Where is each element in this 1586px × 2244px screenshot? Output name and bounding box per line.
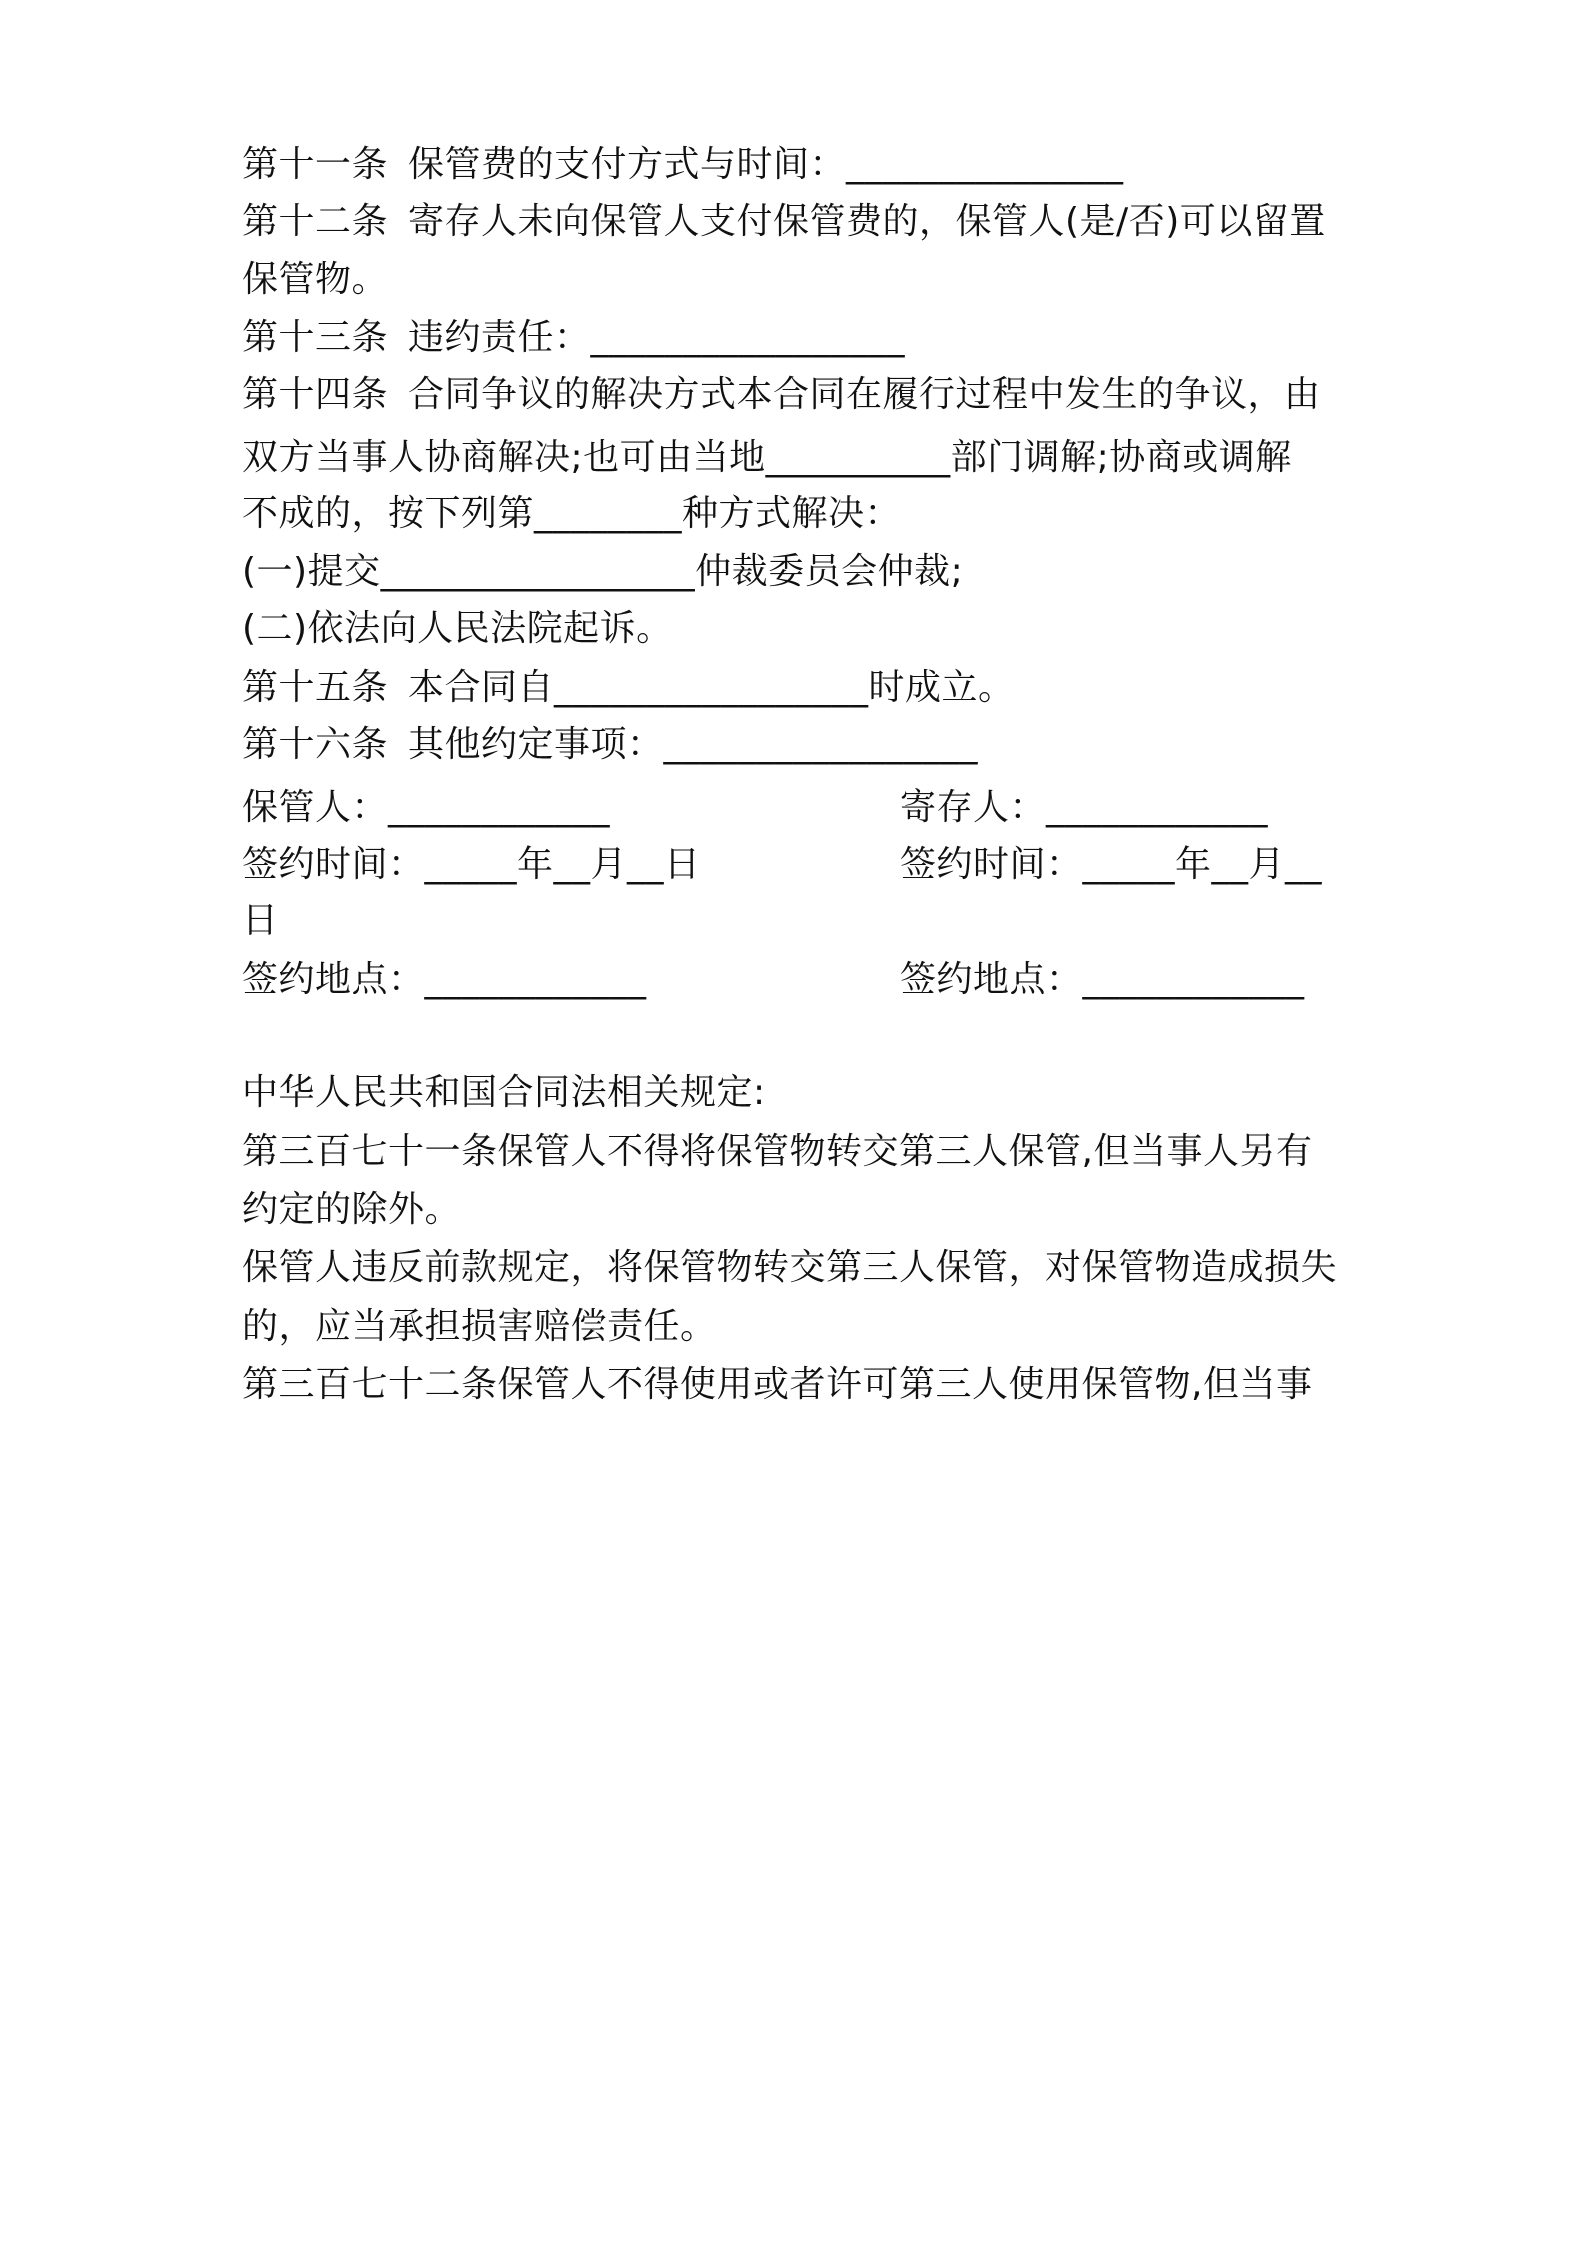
article-text: 保管费的支付方式与时间：_______________ [408, 144, 1124, 185]
article-text: 违约责任：_________________ [408, 317, 906, 358]
article-text: 本合同自_________________时成立。 [408, 667, 1015, 708]
article-text: 其他约定事项：_________________ [408, 724, 979, 765]
depositor-signature: 寄存人：____________ [900, 787, 1269, 828]
keeper-signature: 保管人：____________ [242, 787, 611, 828]
article-11 [242, 143, 1124, 187]
article-number: 第十五条 [242, 667, 389, 708]
article-14-line-2: 双方当事人协商解决;也可由当地__________部门调解;协商或调解 [242, 437, 1292, 478]
depositor-sign-date-continuation: 日 [242, 900, 279, 941]
article-number: 第十一条 [242, 144, 389, 185]
article-14-line-3: 不成的，按下列第________种方式解决： [242, 493, 902, 534]
article-16 [242, 723, 978, 767]
article-number: 第十四条 [242, 374, 389, 415]
article-13 [242, 316, 905, 360]
article-12 [242, 200, 1326, 244]
depositor-sign-place: 签约地点：____________ [900, 959, 1305, 1000]
article-14 [242, 373, 1321, 417]
article-371-para2-line-2: 的，应当承担损害赔偿责任。 [242, 1306, 717, 1347]
article-15 [242, 666, 1015, 710]
article-371-line-2: 约定的除外。 [242, 1189, 462, 1230]
law-heading: 中华人民共和国合同法相关规定: [242, 1072, 766, 1113]
article-12-continuation: 保管物。 [242, 259, 389, 300]
article-number: 第十六条 [242, 724, 389, 765]
article-number: 第十三条 [242, 317, 389, 358]
depositor-sign-date: 签约时间：_____年__月__ [900, 844, 1323, 885]
article-number: 第十二条 [242, 201, 389, 242]
keeper-sign-place: 签约地点：____________ [242, 959, 647, 1000]
article-371-para2-line-1: 保管人违反前款规定，将保管物转交第三人保管，对保管物造成损失 [242, 1247, 1338, 1288]
article-text: 合同争议的解决方式本合同在履行过程中发生的争议，由 [408, 374, 1321, 415]
article-14-option-2: (二)依法向人民法院起诉。 [242, 608, 673, 649]
article-14-option-1: (一)提交_________________仲裁委员会仲裁; [242, 551, 964, 592]
keeper-sign-date: 签约时间：_____年__月__日 [242, 844, 701, 885]
article-372-line-1: 第三百七十二条保管人不得使用或者许可第三人使用保管物,但当事 [242, 1364, 1313, 1405]
article-text: 寄存人未向保管人支付保管费的，保管人(是/否)可以留置 [408, 201, 1326, 242]
article-371-line-1: 第三百七十一条保管人不得将保管物转交第三人保管,但当事人另有 [242, 1131, 1313, 1172]
